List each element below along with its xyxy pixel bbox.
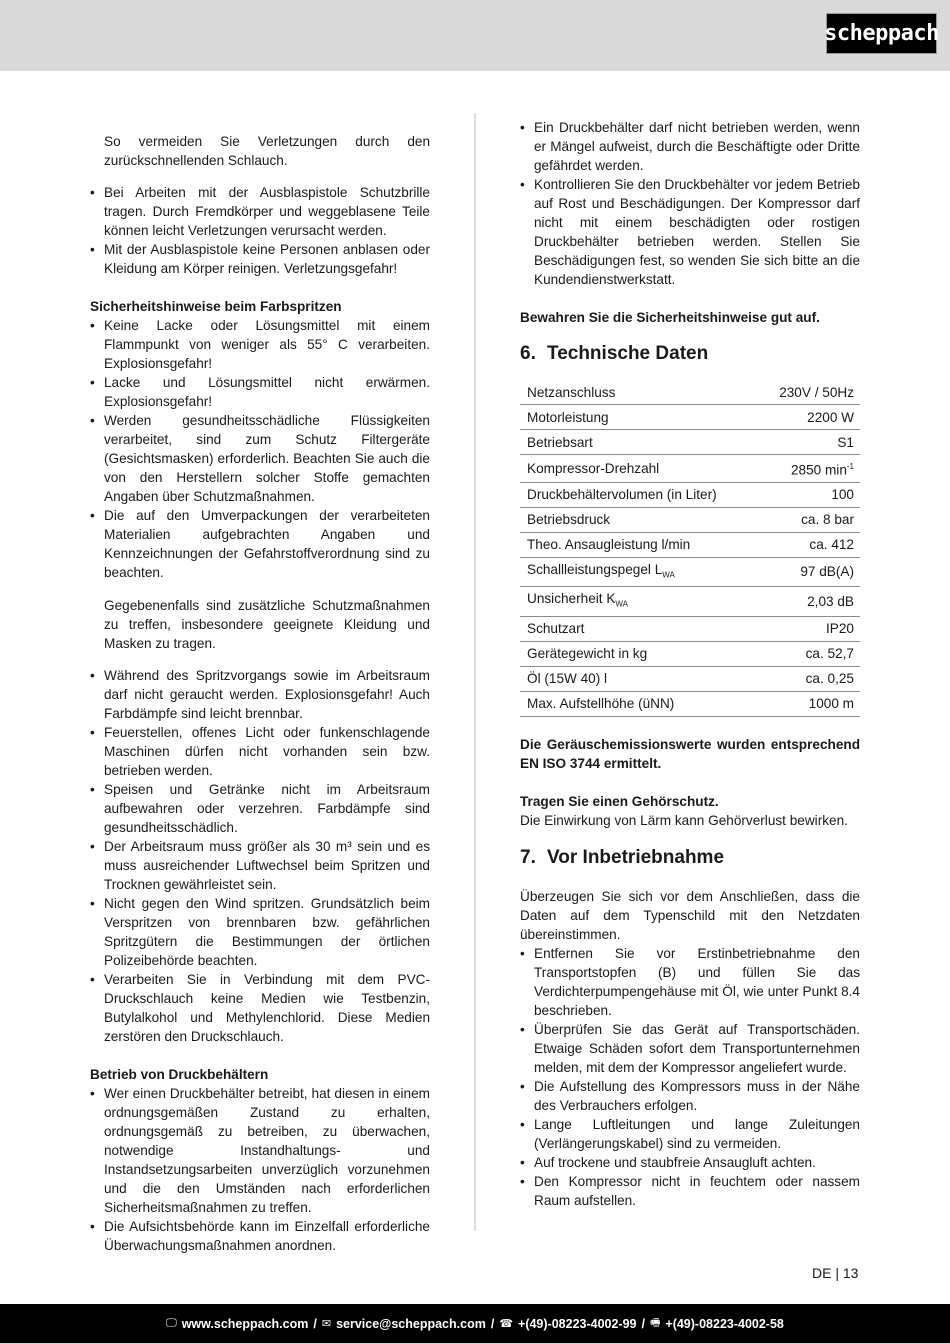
website-link[interactable]: www.scheppach.com — [181, 1316, 309, 1331]
spec-label: Öl (15W 40) l — [520, 666, 757, 691]
list-item: • Während des Spritzvorgangs sowie im Arbeitsraum darf nicht geraucht werden. Explosionsgefahr! Auch Farbdämpfe sind leicht brennbar. — [90, 666, 430, 723]
header-band — [0, 0, 950, 71]
spec-label: Max. Aufstellhöhe (üNN) — [520, 691, 757, 716]
list-item: • Ein Druckbehälter darf nicht betrieben werden, wenn er Mängel aufweist, durch die Beschäftigte oder Dritte gefährdet werden. — [520, 118, 860, 175]
section-title: Vor Inbetriebnahme — [547, 846, 725, 868]
email-link[interactable]: service@scheppach.com — [336, 1316, 486, 1331]
separator: / — [641, 1316, 645, 1331]
separator: / — [490, 1316, 495, 1331]
fax-icon: 🖷 — [650, 1317, 661, 1329]
list-item: • Die Aufstellung des Kompressors muss in der Nähe des Verbrauchers erfolgen. — [520, 1077, 860, 1115]
mail-icon: ✉ — [321, 1318, 332, 1330]
spec-label: Schallleistungspegel $L_{WA}$ — [520, 557, 757, 587]
spec-value: 97 dB(A) — [757, 557, 860, 587]
noise-note: Die Geräuschemissionswerte wurden entsprechend EN ISO 3744 ermittelt. — [520, 736, 860, 771]
tank-bullet-list — [90, 1084, 430, 1255]
keep-notice: Bewahren Sie die Sicherheitshinweise gut auf. — [520, 310, 820, 325]
list-item: • Keine Lacke oder Lösungsmittel mit einem Flammpunkt von weniger als 55° C verarbeiten. Explosionsgefahr! — [90, 316, 430, 373]
spec-value: ca. 8 bar — [757, 507, 860, 532]
list-item: • Mit der Ausblaspistole keine Personen anblasen oder Kleidung am Körper reinigen. Verletzungsgefahr! — [90, 240, 430, 278]
spec-value: 2200 W — [757, 405, 860, 430]
spec-row — [520, 405, 860, 430]
list-item: • Lange Luftleitungen und lange Zuleitungen (Verlängerungskabel) sind zu vermeiden. — [520, 1115, 860, 1153]
spray-heading: Sicherheitshinweise beim Farbspritzen — [90, 299, 342, 315]
spec-row — [520, 507, 860, 532]
spec-row — [520, 482, 860, 507]
phone-icon: ☎ — [499, 1318, 514, 1330]
spec-label: Betriebsart — [520, 430, 757, 455]
page-number: DE | 13 — [812, 1265, 859, 1281]
list-item: • Wer einen Druckbehälter betreibt, hat diesen in einem ordnungsgemäßen Zustand zu erhalten, ordnungsgemäß zu betreiben, zu überwachen, notwendige Instandhaltungs- und Instandsetzungsarbeiten unverzüglich vorzunehmen und die den Umständen nach erforderlichen Sicherheitsmaßnahmen zu treffen. — [90, 1084, 430, 1217]
spec-value: ca. 0,25 — [757, 666, 860, 691]
spec-row — [520, 380, 860, 405]
spec-row — [520, 430, 860, 455]
computer-icon: 🖵 — [166, 1317, 177, 1329]
list-item: • Verarbeiten Sie in Verbindung mit dem PVC-Druckschlauch keine Medien wie Testbenzin, Butylalkohol und Methylenchlorid. Diese Medien zerstören den Druckschlauch. — [90, 970, 430, 1046]
section-number: 7. — [520, 846, 536, 868]
spec-row — [520, 641, 860, 666]
spec-row — [520, 587, 860, 617]
spec-row — [520, 455, 860, 483]
spec-label: Schutzart — [520, 616, 757, 641]
list-item: • Auf trockene und staubfreie Ansaugluft achten. — [520, 1153, 860, 1172]
spec-row — [520, 557, 860, 587]
section-title: Technische Daten — [547, 343, 709, 364]
section-7-heading — [520, 846, 860, 870]
list-item: • Speisen und Getränke nicht im Arbeitsraum aufbewahren oder verzehren. Farbdämpfe sind gesundheitsschädlich. — [90, 780, 430, 837]
section-7-intro: Überzeugen Sie sich vor dem Anschließen, dass die Daten auf dem Typenschild mit den Netzdaten übereinstimmen. — [520, 888, 860, 942]
scheppach-logo: scheppach — [826, 13, 937, 54]
spec-value: IP20 — [757, 616, 860, 641]
list-item: • Kontrollieren Sie den Druckbehälter vor jedem Betrieb auf Rost und Beschädigungen. Der Kompressor darf nicht mit einem beschädigten oder rostigen Druckbehälter betrieben werden. Stellen Sie Beschädigungen fest, so wenden Sie sich bitte an die Kundendienstwerkstatt. — [520, 175, 860, 289]
fax-number: +(49)-08223-4002-58 — [665, 1316, 784, 1331]
spec-label: Betriebsdruck — [520, 507, 757, 532]
phone-number: +(49)-08223-4002-99 — [518, 1316, 637, 1331]
intro-bullet-list — [90, 183, 430, 278]
spec-label: Druckbehältervolumen (in Liter) — [520, 482, 757, 507]
spec-value: S1 — [757, 430, 860, 455]
list-item: • Die Aufsichtsbehörde kann im Einzelfall erforderliche Überwachungsmaßnahmen anordnen. — [90, 1217, 430, 1255]
list-item: • Feuerstellen, offenes Licht oder funkenschlagende Maschinen dürfen nicht vorhanden sein bzw. betrieben werden. — [90, 723, 430, 780]
spec-row — [520, 691, 860, 716]
spec-value: 2,03 dB — [757, 587, 860, 617]
spec-row — [520, 616, 860, 641]
spec-label: Motorleistung — [520, 405, 757, 430]
spec-label: Netzanschluss — [520, 380, 757, 405]
spec-value: ca. 52,7 — [757, 641, 860, 666]
spec-label: Kompressor-Drehzahl — [520, 455, 757, 483]
section-7-bullet-list — [520, 944, 860, 1210]
separator: / — [313, 1316, 317, 1331]
list-item: • Die auf den Umverpackungen der verarbeiteten Materialien aufgebrachten Angaben und Kennzeichnungen der Gefahrstoffverordnung sind zu beachten. — [90, 506, 430, 582]
list-item: • Entfernen Sie vor Erstinbetriebnahme den Transportstopfen (B) und füllen Sie das Verdichterpumpengehäuse mit Öl, wie unter Punkt 8.4 beschrieben. — [520, 944, 860, 1020]
list-item: • Werden gesundheitsschädliche Flüssigkeiten verarbeitet, sind zum Schutz Filtergeräte (Gesichtsmasken) erforderlich. Beachten Sie auch die von den Herstellern solcher Stoffe gemachten Angaben über Schutzmaßnahmen. — [90, 411, 430, 506]
spec-value: 100 — [757, 482, 860, 507]
left-column — [90, 118, 430, 1255]
spec-value: ca. 412 — [757, 532, 860, 557]
spec-row — [520, 532, 860, 557]
tank-bullet-list-cont — [520, 118, 860, 289]
spray-bullet-list-2 — [90, 666, 430, 1046]
hearing-text: Die Einwirkung von Lärm kann Gehörverlust bewirken. — [520, 812, 848, 828]
tank-heading: Betrieb von Druckbehältern — [90, 1067, 269, 1083]
list-item: • Überprüfen Sie das Gerät auf Transportschäden. Etwaige Schäden sofort dem Transportunternehmen melden, mit dem der Kompressor angeliefert wurde. — [520, 1020, 860, 1077]
section-number: 6. — [520, 343, 536, 364]
right-column — [520, 118, 860, 1210]
footer-bar — [0, 1304, 950, 1343]
spec-label: Unsicherheit $K_{WA}$ — [520, 587, 757, 617]
list-item: • Bei Arbeiten mit der Ausblaspistole Schutzbrille tragen. Durch Fremdkörper und weggeblasene Teile können leicht Verletzungen verursacht werden. — [90, 183, 430, 240]
spec-label: Gerätegewicht in kg — [520, 641, 757, 666]
intro-continuation: So vermeiden Sie Verletzungen durch den zurückschnellenden Schlauch. — [104, 133, 430, 168]
spec-row — [520, 666, 860, 691]
spray-note: Gegebenenfalls sind zusätzliche Schutzmaßnahmen zu treffen, insbesondere geeignete Kleidung und Masken zu tragen. — [104, 597, 430, 651]
spray-bullet-list — [90, 316, 430, 582]
column-divider — [474, 113, 476, 1231]
list-item: • Lacke und Lösungsmittel nicht erwärmen. Explosionsgefahr! — [90, 373, 430, 411]
spec-label: Theo. Ansaugleistung l/min — [520, 532, 757, 557]
section-6-heading — [520, 342, 860, 366]
list-item: • Der Arbeitsraum muss größer als 30 m³ sein und es muss ausreichender Luftwechsel beim Spritzen und Trocknen gewährleistet sein. — [90, 837, 430, 894]
spec-value: 1000 m — [757, 691, 860, 716]
spec-value: 230V / 50Hz — [757, 380, 860, 405]
list-item: • Nicht gegen den Wind spritzen. Grundsätzlich beim Verspritzen von brennbaren bzw. gefährlichen Spritzgütern die Bestimmungen der örtlichen Polizeibehörde beachten. — [90, 894, 430, 970]
spec-table — [520, 380, 860, 717]
list-item: • Den Kompressor nicht in feuchtem oder nassem Raum aufstellen. — [520, 1172, 860, 1210]
hearing-heading: Tragen Sie einen Gehörschutz. — [520, 793, 719, 809]
spec-value: 2850 $\min^{-1}$ — [757, 455, 860, 483]
